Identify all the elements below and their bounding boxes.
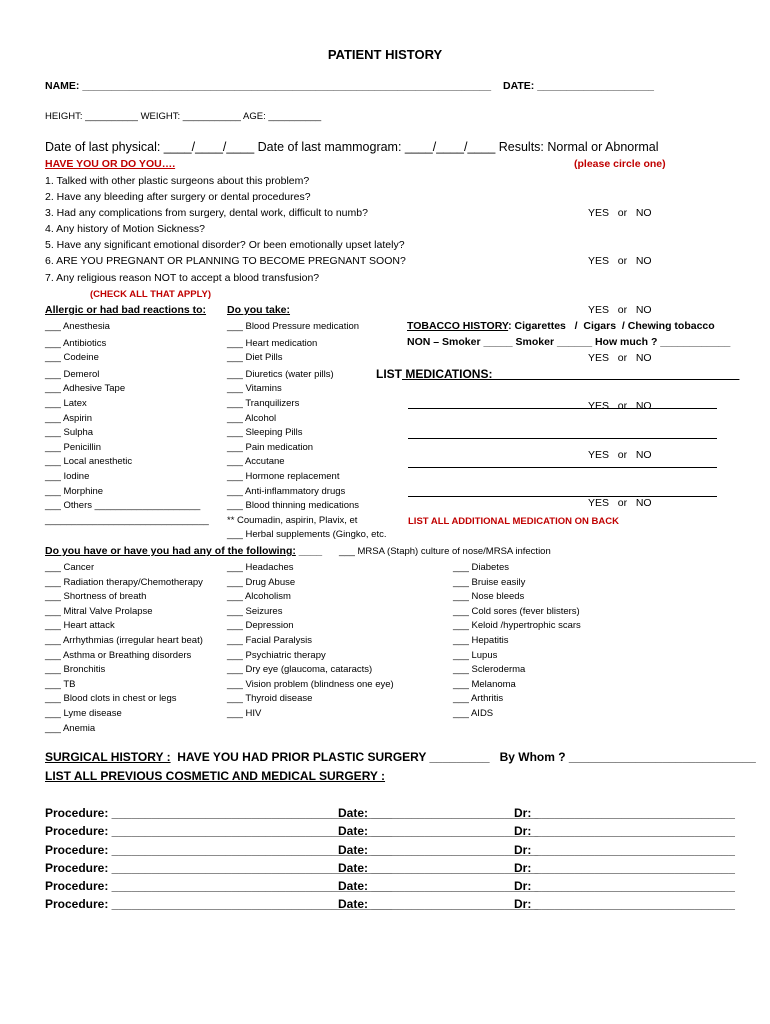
conditions-col1 <box>45 561 203 736</box>
condition-item[interactable]: ___ HIV <box>227 707 262 719</box>
question-6: 6. ARE YOU PREGNANT OR PLANNING TO BECOME PREGNANT SOON? <box>45 255 406 268</box>
condition-item[interactable]: ___ Scleroderma <box>453 664 526 676</box>
condition-item[interactable]: ___ Bronchitis <box>45 664 106 676</box>
condition-item[interactable]: ___ Melanoma <box>453 678 516 690</box>
procedure-field[interactable]: Procedure: __________________________________________ <box>45 806 392 820</box>
condition-item[interactable]: ___ Nose bleeds <box>453 591 525 603</box>
condition-item[interactable]: ___ Dry eye (glaucoma, cataracts) <box>227 664 373 676</box>
question-list <box>45 173 406 286</box>
medication-item[interactable]: ___ Heart medication <box>227 337 318 349</box>
condition-item[interactable]: ___ TB <box>45 678 76 690</box>
allergic-heading: Allergic or had bad reactions to: <box>45 304 207 316</box>
condition-item[interactable]: ___ Cancer <box>45 562 95 573</box>
condition-item[interactable]: ___ Alcoholism <box>227 591 291 603</box>
allergy-item[interactable]: ___ Others ____________________ <box>45 500 201 512</box>
medication-item[interactable]: ___ Diuretics (water pills) <box>227 368 334 380</box>
answer-7[interactable]: YES or NO <box>588 496 652 509</box>
list-medications-label[interactable]: MEDICATIONS:_____________________________________ <box>402 367 740 381</box>
answer-2[interactable]: YES or NO <box>588 255 652 268</box>
tobacco-options[interactable]: : Cigarettes / Cigars / Chewing tobacco <box>508 320 715 332</box>
condition-item[interactable]: ___ Drug Abuse <box>227 576 296 588</box>
mrsa-item[interactable]: ___ MRSA (Staph) culture of nose/MRSA infection <box>339 546 551 557</box>
procedure-field[interactable]: Procedure: __________________________________________ <box>45 842 392 857</box>
allergy-item[interactable]: ___ Penicillin <box>45 441 101 453</box>
procedure-date-field[interactable]: Date: _________________________ <box>338 860 539 875</box>
following-heading: Do you have or have you had any of the following: <box>45 545 296 557</box>
list-medications-prefix: LIST <box>376 367 402 381</box>
medications-taken-list <box>227 320 386 543</box>
answer-4[interactable]: YES or NO <box>588 352 652 365</box>
procedure-field[interactable]: Procedure: __________________________________________ <box>45 879 392 894</box>
allergy-item[interactable]: ___ Latex <box>45 397 87 409</box>
procedure-doctor-field[interactable]: Dr: ______________________________ <box>514 860 735 875</box>
condition-item[interactable]: ___ Mitral Valve Prolapse <box>45 605 153 617</box>
conditions-col3 <box>453 561 581 722</box>
answer-6[interactable]: YES or NO <box>588 448 652 461</box>
conditions-col2 <box>227 561 394 722</box>
medication-item[interactable]: ___ Hormone replacement <box>227 470 340 482</box>
medication-line[interactable] <box>408 438 717 439</box>
medication-item[interactable]: ___ Blood thinning medications <box>227 500 360 512</box>
question-7: 7. Any religious reason NOT to accept a blood transfusion? <box>45 271 320 284</box>
last-physical-mammogram-line[interactable]: Date of last physical: ____/____/____ Date of last mammogram: ____/____/____ Results: Normal or Abnormal <box>45 140 659 154</box>
medication-item[interactable]: ___ Sleeping Pills <box>227 427 303 439</box>
surgical-history-row <box>45 750 756 764</box>
condition-item[interactable]: ___ Seizures <box>227 605 283 617</box>
condition-item[interactable]: ___ Shortness of breath <box>45 591 147 603</box>
question-4: 4. Any history of Motion Sickness? <box>45 223 205 236</box>
allergy-item[interactable]: ___ Codeine <box>45 352 99 364</box>
medication-note: ** Coumadin, aspirin, Plavix, et <box>227 514 358 526</box>
condition-item[interactable]: ___ Blood clots in chest or legs <box>45 693 177 705</box>
allergy-item[interactable]: ___ Antibiotics <box>45 337 107 349</box>
condition-item[interactable]: ___ Radiation therapy/Chemotherapy <box>45 576 203 588</box>
question-3: 3. Had any complications from surgery, dental work, difficult to numb? <box>45 207 368 220</box>
allergy-item[interactable]: ___ Adhesive Tape <box>45 383 126 395</box>
answer-5[interactable]: YES or NO <box>588 400 652 413</box>
answer-list <box>588 173 652 527</box>
procedure-doctor-field[interactable]: Dr: ______________________________ <box>514 824 735 839</box>
condition-item[interactable]: ___ Thyroid disease <box>227 693 313 705</box>
medication-line[interactable] <box>408 467 717 468</box>
procedure-field[interactable]: Procedure: __________________________________________ <box>45 860 392 875</box>
condition-item[interactable]: ___ Heart attack <box>45 620 115 632</box>
have-you-heading: HAVE YOU OR DO YOU…. <box>45 158 176 170</box>
procedure-date-field[interactable]: Date: _________________________ <box>338 824 539 839</box>
previous-surgery-label: LIST ALL PREVIOUS COSMETIC AND MEDICAL SURGERY : <box>45 769 386 783</box>
allergy-item[interactable]: ___ Morphine <box>45 485 104 497</box>
medication-item[interactable]: ___ Alcohol <box>227 412 277 424</box>
allergy-item[interactable]: ___ Demerol <box>45 368 100 380</box>
allergy-item[interactable]: ___ Iodine <box>45 470 90 482</box>
allergy-item[interactable]: ___ Local anesthetic <box>45 456 133 468</box>
medication-item[interactable]: ___ Vitamins <box>227 383 282 395</box>
condition-item[interactable]: ___ Diabetes <box>453 562 509 573</box>
procedure-doctor-field[interactable]: Dr: ______________________________ <box>514 806 735 820</box>
allergy-item[interactable]: ___ Sulpha <box>45 427 94 439</box>
allergy-other-line[interactable]: _______________________________ <box>45 514 209 526</box>
procedure-doctor-field[interactable]: Dr: ______________________________ <box>514 897 735 912</box>
procedure-date-field[interactable]: Date: _________________________ <box>338 806 539 820</box>
condition-item[interactable]: ___ Lupus <box>453 649 498 661</box>
medication-item[interactable]: ___ Tranquilizers <box>227 397 300 409</box>
condition-item[interactable]: ___ Arthritis <box>453 693 504 705</box>
procedure-field[interactable]: Procedure: __________________________________________ <box>45 824 392 839</box>
take-heading: Do you take: <box>227 304 291 316</box>
following-heading-row <box>45 545 322 557</box>
tobacco-history <box>407 320 715 332</box>
allergy-list <box>45 320 209 528</box>
procedure-field[interactable]: Procedure: __________________________________________ <box>45 897 392 912</box>
medication-item[interactable]: ___ Herbal supplements (Gingko, etc. <box>227 529 387 541</box>
smoker-status-line[interactable]: NON – Smoker _____ Smoker ______ How much ? ____________ <box>407 336 731 348</box>
allergy-item[interactable]: ___ Aspirin <box>45 412 93 424</box>
medication-line[interactable] <box>408 496 717 497</box>
procedure-doctor-column <box>514 804 735 914</box>
condition-item[interactable]: ___ Cold sores (fever blisters) <box>453 605 580 617</box>
page-title: PATIENT HISTORY <box>327 47 443 62</box>
condition-item[interactable]: ___ AIDS <box>453 707 494 719</box>
condition-item[interactable]: ___ Hepatitis <box>453 634 509 646</box>
condition-item[interactable]: ___ Keloid /hypertrophic scars <box>453 620 581 632</box>
procedure-date-field[interactable]: Date: _________________________ <box>338 897 539 912</box>
condition-item[interactable]: ___ Bruise easily <box>453 576 526 588</box>
medication-item[interactable]: ___ Blood Pressure medication <box>227 321 360 332</box>
condition-item[interactable]: ___ Anemia <box>45 722 96 734</box>
condition-item[interactable]: ___ Psychiatric therapy <box>227 649 326 661</box>
procedure-doctor-field[interactable]: Dr: ______________________________ <box>514 842 735 857</box>
procedure-doctor-field[interactable]: Dr: ______________________________ <box>514 879 735 894</box>
condition-item[interactable]: ___ Depression <box>227 620 294 632</box>
check-all-note: (CHECK ALL THAT APPLY) <box>90 289 212 300</box>
condition-item[interactable]: ___ Arrhythmias (irregular heart beat) <box>45 634 203 646</box>
condition-item[interactable]: ___ Vision problem (blindness one eye) <box>227 678 394 690</box>
medication-item[interactable]: ___ Accutane <box>227 456 285 468</box>
medication-item[interactable]: ___ Diet Pills <box>227 352 283 364</box>
condition-item[interactable]: ___ Lyme disease <box>45 707 122 719</box>
surgical-history-label: SURGICAL HISTORY : <box>45 750 171 764</box>
following-tail: ____ <box>298 545 323 557</box>
medication-item[interactable]: ___ Pain medication <box>227 441 314 453</box>
tobacco-heading: TOBACCO HISTORY <box>407 320 509 332</box>
medication-line[interactable] <box>408 408 717 409</box>
date-field[interactable]: DATE: ____________________ <box>503 80 655 92</box>
prior-surgery-question[interactable]: HAVE YOU HAD PRIOR PLASTIC SURGERY _________ By Whom ? ____________________________ <box>170 750 756 764</box>
procedure-date-field[interactable]: Date: _________________________ <box>338 879 539 894</box>
procedure-date-field[interactable]: Date: _________________________ <box>338 842 539 857</box>
medication-item[interactable]: ___ Anti-inflammatory drugs <box>227 485 346 497</box>
additional-medication-note: LIST ALL ADDITIONAL MEDICATION ON BACK <box>408 516 619 527</box>
allergy-item[interactable]: ___ Anesthesia <box>45 321 110 332</box>
condition-item[interactable]: ___ Facial Paralysis <box>227 634 313 646</box>
condition-item[interactable]: ___ Headaches <box>227 562 294 573</box>
circle-note: (please circle one) <box>574 158 666 170</box>
question-1: 1. Talked with other plastic surgeons about this problem? <box>45 175 310 187</box>
question-5: 5. Have any significant emotional disorder? Or been emotionally upset lately? <box>45 239 405 252</box>
name-field[interactable]: NAME: ______________________________________________________________________ <box>45 80 492 92</box>
condition-item[interactable]: ___ Asthma or Breathing disorders <box>45 649 192 661</box>
answer-3[interactable]: YES or NO <box>588 303 652 316</box>
question-2: 2. Have any bleeding after surgery or dental procedures? <box>45 191 311 204</box>
height-weight-age-fields[interactable]: HEIGHT: __________ WEIGHT: ___________ AGE: __________ <box>45 111 322 122</box>
procedure-date-column <box>338 804 538 914</box>
list-medications <box>376 367 739 381</box>
answer-1[interactable]: YES or NO <box>588 207 652 220</box>
